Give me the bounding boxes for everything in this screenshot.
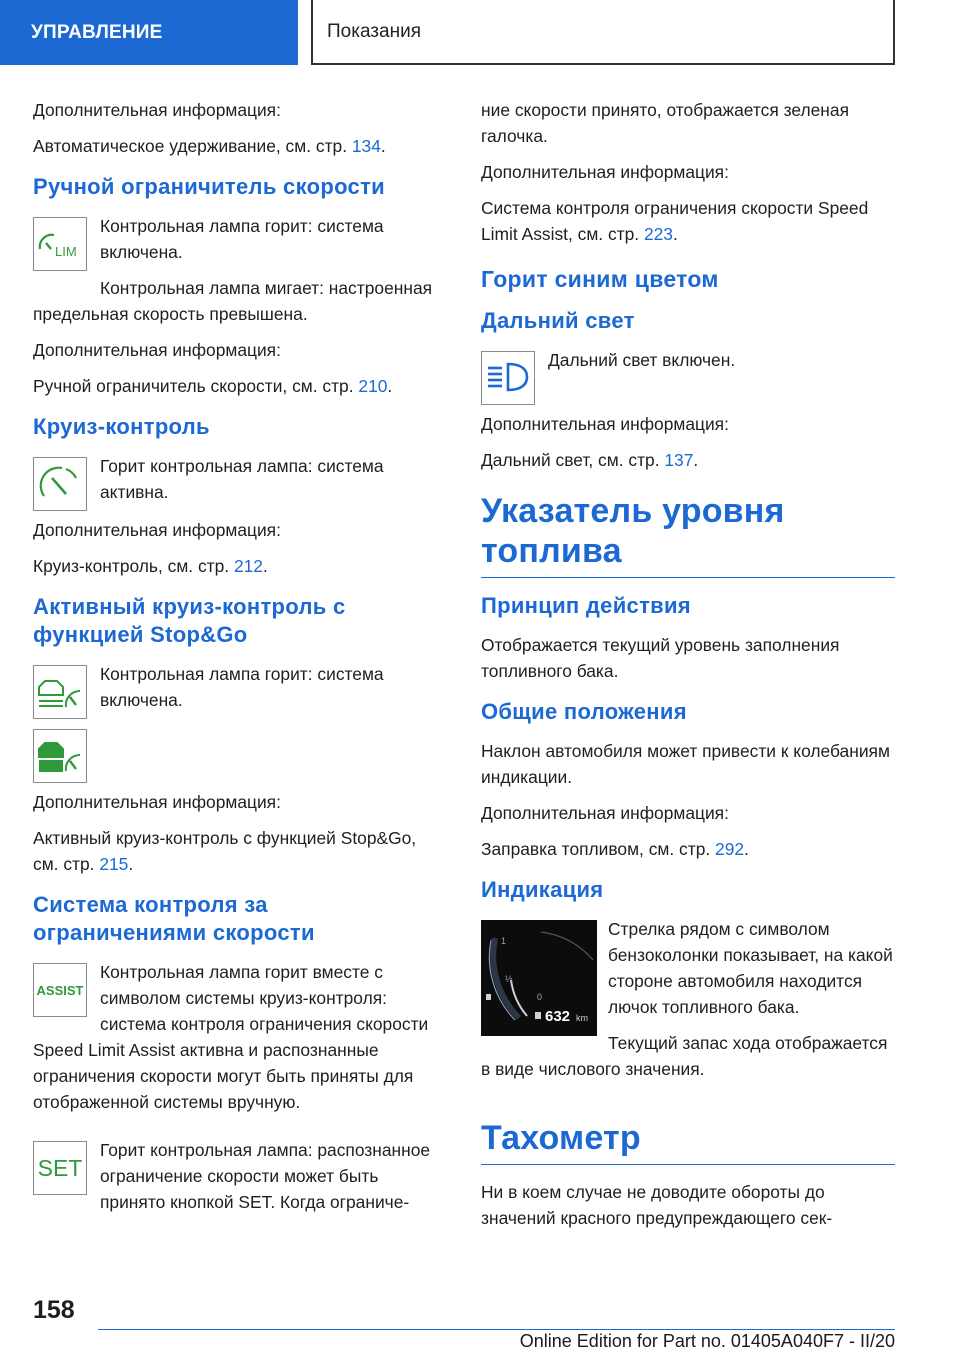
section-title: Показания — [311, 0, 895, 65]
high-beam-block — [481, 347, 895, 411]
page-link-223[interactable]: 223 — [643, 224, 673, 244]
more-info-label: Дополнительная информация: — [481, 162, 729, 182]
fuel-gauge-image — [481, 920, 597, 1036]
more-info-label: Дополнительная информация: — [481, 803, 729, 823]
display-text-1: Стрелка рядом с символом бензоколонки показывает, на какой стороне автомобиля находится лючок топливного бака. — [608, 919, 893, 1017]
heading-manual-speed-limiter: Ручной ограничитель скорости — [33, 174, 385, 199]
high-beam-icon — [481, 351, 535, 405]
continued-text: ние скорости принято, отображается зеленая галочка. — [481, 100, 850, 146]
more-info-label: Дополнительная информация: — [33, 100, 281, 120]
more-info-label: Дополнительная информация: — [481, 414, 729, 434]
footer-rule — [98, 1329, 895, 1330]
chapter-tab: УПРАВЛЕНИЕ — [0, 0, 298, 65]
gauge-label-0: 0 — [537, 992, 543, 1002]
display-block — [481, 916, 895, 1092]
principle-text: Отображается текущий уровень заполнения топливного бака. — [481, 635, 840, 681]
heading-cruise-control: Круиз-контроль — [33, 414, 210, 439]
left-column — [33, 97, 441, 1225]
heading-speed-limit-assist: Система контроля за ограничениями скорости — [33, 892, 315, 945]
page-link-137[interactable]: 137 — [664, 450, 694, 470]
high-beam-ref: Дальний свет, см. стр. 137. — [481, 450, 699, 470]
acc-block — [33, 661, 441, 725]
right-column — [481, 97, 895, 1241]
sla-block — [33, 959, 441, 1125]
general-text: Наклон автомобиля может привести к колебаниям индикации. — [481, 741, 890, 787]
svg-text:LIM: LIM — [55, 244, 77, 259]
manual-limiter-block — [33, 213, 441, 337]
set-block — [33, 1137, 441, 1225]
cruise-on-text: Горит контрольная лампа: система активна. — [100, 456, 384, 502]
cruise-ref: Круиз-контроль, см. стр. 212. — [33, 556, 268, 576]
set-text: Горит контрольная лампа: распознанное ограничение скорости может быть принято кнопкой SET. Когда ограниче- — [100, 1140, 431, 1212]
gauge-label-1: 1 — [501, 936, 507, 946]
more-info-label: Дополнительная информация: — [33, 340, 281, 360]
gauge-range: 632 — [545, 1008, 571, 1025]
refuel-ref: Заправка топливом, см. стр. 292. — [481, 839, 749, 859]
cruise-control-icon — [33, 457, 87, 511]
display-text-2: Текущий запас хода отображается в виде числового значения. — [481, 1033, 888, 1079]
heading-display: Индикация — [481, 877, 604, 902]
assist-label: ASSIST — [36, 983, 84, 998]
acc-on-text: Контрольная лампа горит: система включена. — [100, 664, 384, 710]
heading-fuel-gauge: Указатель уровня топлива — [481, 491, 895, 578]
sla-ref: Система контроля ограничения скорости Speed Limit Assist, см. стр. 223. — [481, 198, 869, 244]
acc-ref: Активный круиз-контроль с функцией Stop&Go, см. стр. 215. — [33, 828, 417, 874]
acc-icon — [33, 665, 87, 719]
page-link-134[interactable]: 134 — [351, 136, 381, 156]
gauge-unit: km — [576, 1013, 588, 1023]
edition-info: Online Edition for Part no. 01405A040F7 - II/20 — [519, 1331, 895, 1351]
heading-active-cruise: Активный круиз-контроль с функцией Stop&Go — [33, 594, 346, 647]
heading-principle: Принцип действия — [481, 593, 691, 618]
tach-text: Ни в коем случае не доводите обороты до значений красного предупреждающего сек- — [481, 1182, 833, 1228]
gauge-label-half: ½ — [505, 974, 513, 984]
heading-high-beam: Дальний свет — [481, 308, 635, 333]
set-label: SET — [37, 1155, 83, 1181]
sla-on-text: Контрольная лампа горит вместе с символом системы круиз-контроля: система контроля ограничения скорости Speed Limit Assist активна и распознанные ограничения скорости могут быть приняты для отображенной системы вручную. — [33, 962, 429, 1112]
heading-general: Общие положения — [481, 699, 687, 724]
page-number: 158 — [33, 1296, 75, 1324]
manual-limiter-blink-text: Контрольная лампа мигает: настроенная предельная скорость превышена. — [33, 278, 433, 324]
assist-icon — [33, 963, 87, 1017]
acc-block-2 — [33, 725, 441, 789]
acc-vehicle-detected-icon — [33, 729, 87, 783]
page-link-212[interactable]: 212 — [233, 556, 263, 576]
page-link-215[interactable]: 215 — [99, 854, 129, 874]
heading-tachometer: Тахометр — [481, 1118, 895, 1165]
high-beam-on-text: Дальний свет включен. — [548, 350, 736, 370]
more-info-label: Дополнительная информация: — [33, 792, 281, 812]
cruise-block — [33, 453, 441, 517]
heading-blue-lights: Горит синим цветом — [481, 266, 719, 292]
set-icon — [33, 1141, 87, 1195]
more-info-label: Дополнительная информация: — [33, 520, 281, 540]
manual-limiter-ref: Ручной ограничитель скорости, см. стр. 210. — [33, 376, 393, 396]
manual-limiter-on-text: Контрольная лампа горит: система включена. — [100, 216, 384, 262]
speed-limiter-lim-icon — [33, 217, 87, 271]
page-link-292[interactable]: 292 — [715, 839, 745, 859]
auto-hold-ref: Автоматическое удерживание, см. стр. 134. — [33, 136, 386, 156]
page-link-210[interactable]: 210 — [358, 376, 388, 396]
